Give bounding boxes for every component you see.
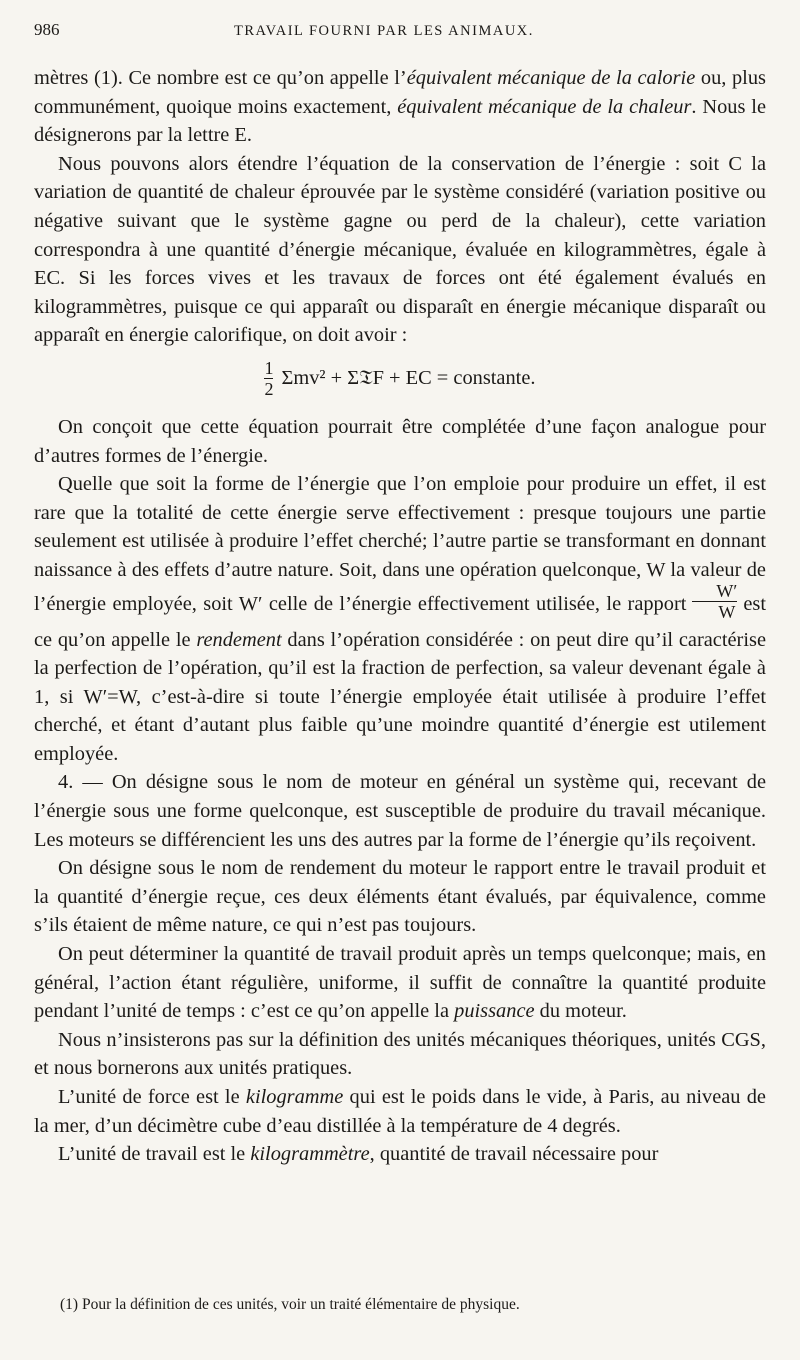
- equation-terms: Σmv² + Σ𝔗F + EC = constante.: [281, 367, 536, 390]
- paragraph-9: [34, 1083, 766, 1140]
- ratio-denominator: W: [718, 601, 736, 622]
- paragraph-2: Nous pouvons alors étendre l’équation de la conservation de l’énergie : soit C la variation de quantité de chaleur éprouvée par le système considéré (variation positive ou négative suivant que le système gagne ou perd de la chaleur), cette variation correspondra à une quantité d’énergie mécanique, évaluée en kilogrammètres, égale à EC. Si les forces vives et les travaux de forces ont été également évalués en kilogrammètres, puisque ce qui apparaît ou disparaît en énergie mécanique disparaît ou apparaît en énergie calorifique, on doit avoir :: [34, 152, 766, 347]
- paragraph-4: [34, 470, 766, 768]
- text-span: Quelle que soit la forme de l’énergie que l’on emploie pour produire un effet, il est rare que la totalité de cette énergie serve effectivement : presque toujours une partie seulement est utilisée à produire l’effet cherché; l’autre partie se transformant en donnant naissance à des effets d’autre nature. Soit, dans une opération quelconque, W la valeur de l’énergie employée, soit W′ celle de l’énergie effectivement utilisée, le rapport: [34, 473, 766, 615]
- fraction-one-half: [264, 358, 273, 399]
- page-header: [34, 20, 766, 64]
- body-text: [34, 64, 766, 1169]
- paragraph-7: [34, 940, 766, 1026]
- running-head: TRAVAIL FOURNI PAR LES ANIMAUX.: [234, 23, 534, 39]
- paragraph-5: 4. — On désigne sous le nom de moteur en général un système qui, recevant de l’énergie sous une forme quelconque, est susceptible de produire du travail mécanique. Les moteurs se différencient les uns des autres par la forme de l’énergie qu’ils reçoivent.: [34, 771, 766, 851]
- text-span: est ce qu’on appelle le: [34, 592, 766, 651]
- fraction-denominator: 2: [264, 378, 274, 399]
- italic-term: équivalent mécanique de la chaleur: [397, 95, 692, 118]
- footnote: (1) Pour la définition de ces unités, voir un traité élémentaire de physique.: [60, 1296, 520, 1313]
- text-span: ou, plus communément, quoique moins exactement,: [34, 67, 766, 118]
- rendement-ratio: [692, 581, 737, 622]
- page-number: 986: [34, 20, 60, 39]
- text-span: mètres (1). Ce nombre est ce qu’on appelle l’: [34, 67, 407, 89]
- fraction-numerator: 1: [264, 357, 274, 378]
- energy-equation: [34, 358, 766, 399]
- paragraph-1: [34, 64, 766, 150]
- italic-term: puissance: [454, 1000, 535, 1023]
- text-span: L’unité de force est le: [58, 1086, 246, 1108]
- paragraph-3: On conçoit que cette équation pourrait être complétée d’une façon analogue pour d’autres formes de l’énergie.: [34, 415, 766, 467]
- text-span: On peut déterminer la quantité de travail produit après un temps quelconque; mais, en général, l’action étant régulière, uniforme, il suffit de connaître la quantité produite pendant l’unité de temps : c’est ce qu’on appelle la: [34, 943, 766, 1023]
- text-span: du moteur.: [534, 1000, 627, 1023]
- italic-term: kilogrammètre: [250, 1143, 370, 1166]
- ratio-numerator: W′: [716, 580, 738, 601]
- italic-term: rendement: [196, 628, 282, 651]
- italic-term: équivalent mécanique de la calorie: [406, 67, 696, 89]
- paragraph-8: Nous n’insisterons pas sur la définition des unités mécaniques théoriques, unités CGS, et nous bornerons aux unités pratiques.: [34, 1028, 766, 1080]
- text-span: L’unité de travail est le: [58, 1143, 251, 1166]
- paragraph-6: On désigne sous le nom de rendement du moteur le rapport entre le travail produit et la quantité d’énergie reçue, ces deux éléments étant évalués, par équivalence, comme s’ils étaient de même nature, ce qui n’est pas toujours.: [34, 857, 766, 937]
- text-span: dans l’opération considérée : on peut dire qu’il caractérise la perfection de l’opération, qu’il est la fraction de perfection, sa valeur devenant égale à 1, si W′=W, c’est-à-dire si toute l’énergie employée était utilisée à produire l’effet cherché, et étant d’autant plus faible qu’une moindre quantité d’énergie est utilement employée.: [34, 628, 766, 765]
- italic-term: kilogramme: [245, 1086, 344, 1108]
- paragraph-10: [34, 1140, 766, 1169]
- text-span: . Nous le désignerons par la lettre E.: [34, 95, 766, 147]
- text-span: , quantité de travail nécessaire pour: [369, 1143, 659, 1166]
- text-span: qui est le poids dans le vide, à Paris, au niveau de la mer, d’un décimètre cube d’eau distillée à la température de 4 degrés.: [34, 1086, 766, 1137]
